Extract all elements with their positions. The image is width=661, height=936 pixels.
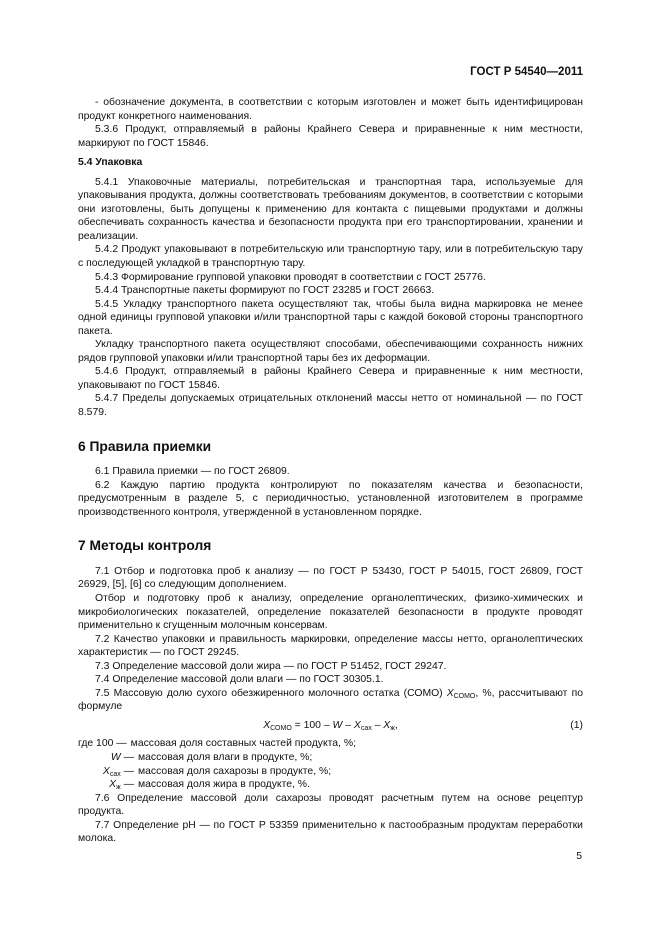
paragraph: 7.7 Определение pH — по ГОСТ Р 53359 применительно к пастообразным продуктам переработки молока. bbox=[78, 819, 583, 845]
page-number: 5 bbox=[576, 851, 582, 862]
paragraph: - обозначение документа, в соответствии с которым изготовлен и может быть идентифицирован продукт конкретного наименования. bbox=[78, 97, 583, 122]
paragraph: 5.4.7 Пределы допускаемых отрицательных отклонений массы нетто от номинальной — по ГОСТ 8.579. bbox=[78, 393, 583, 419]
definition-row: W — массовая доля влаги в продукте, %; bbox=[110, 751, 313, 763]
paragraph: 5.4.6 Продукт, отправляемый в районы Крайнего Севера и приравненные к ним местности, упаковывают по ГОСТ 15846. bbox=[78, 366, 583, 391]
paragraph: 5.4.4 Транспортные пакеты формируют по ГОСТ 23285 и ГОСТ 26663. bbox=[95, 285, 435, 297]
paragraph: 5.4.1 Упаковочные материалы, потребительская и транспортная тара, используемые для упаковывания продукта, должны соответствовать требованиям документов, в соответствии с которыми они изготовлены, быть допущены к применению для контакта с пищевыми продуктами и должны обеспечивать сохранность качества и безопасности продукта при его транспортировании, хранении и реализации. bbox=[78, 176, 583, 242]
paragraph: 7.3 Определение массовой доли жира — по ГОСТ Р 51452, ГОСТ 29247. bbox=[95, 660, 447, 672]
definition-row: где 100 — массовая доля составных частей продукта, %; bbox=[78, 738, 356, 750]
paragraph-7-5: 7.5 Массовую долю сухого обезжиренного молочного остатка (СОМО) $X_{СОМО}$, %, рассчитывают по формуле bbox=[78, 687, 583, 713]
equation-number: (1) bbox=[570, 719, 583, 731]
definition-row: $X_ж$ — массовая доля жира в продукте, %. bbox=[109, 779, 310, 792]
paragraph: 5.4.3 Формирование групповой упаковки проводят в соответствии с ГОСТ 25776. bbox=[95, 271, 486, 283]
paragraph: 5.3.6 Продукт, отправляемый в районы Крайнего Севера и приравненные к ним местности, маркируют по ГОСТ 15846. bbox=[78, 124, 583, 149]
section-heading-6: 6 Правила приемки bbox=[78, 438, 212, 454]
section-heading-5-4: 5.4 Упаковка bbox=[78, 157, 143, 169]
section-heading-7: 7 Методы контроля bbox=[78, 538, 212, 554]
paragraph: 5.4.5 Укладку транспортного пакета осуществляют так, чтобы была видна маркировка не менее одной единицы групповой упаковки и/или транспортной тары с каждой боковой стороны транспортного пакета. bbox=[78, 298, 583, 337]
paragraph: 6.1 Правила приемки — по ГОСТ 26809. bbox=[95, 466, 290, 478]
document-header: ГОСТ Р 54540—2011 bbox=[470, 66, 583, 78]
definition-row: $X_{сах}$ — массовая доля сахарозы в продукте, %; bbox=[102, 765, 332, 778]
paragraph: 6.2 Каждую партию продукта контролируют по показателям качества и безопасности, предусмотренным в разделе 5, с периодичностью, установленной изготовителем в программе производственного контроля, утвержденной в установленном порядке. bbox=[78, 479, 583, 518]
page-body bbox=[78, 96, 583, 846]
formula-1 bbox=[78, 719, 583, 733]
formula-expression: $X_{СОМО} = 100 - W - X_{сах} - X_ж$, bbox=[263, 719, 398, 732]
paragraph: 7.2 Качество упаковки и правильность маркировки, определение массы нетто, органолептических характеристик — по ГОСТ 29245. bbox=[78, 633, 583, 659]
paragraph: 5.4.2 Продукт упаковывают в потребительскую или транспортную тару, или в потребительскую тару с последующей укладкой в транспортную тару. bbox=[78, 244, 583, 270]
paragraph: 7.6 Определение массовой доли сахарозы проводят расчетным путем на основе рецептур продукта. bbox=[78, 792, 583, 818]
paragraph: Отбор и подготовку проб к анализу, определение органолептических, физико-химических и микробиологических показателей, определение показателей безопасности в продукте проводят применительно к сгущенным молочным консервам. bbox=[78, 592, 583, 632]
paragraph: Укладку транспортного пакета осуществляют способами, обеспечивающими сохранность нижних рядов групповой упаковки и/или транспортной тары без их деформации. bbox=[78, 339, 583, 364]
paragraph: 7.1 Отбор и подготовка проб к анализу — по ГОСТ Р 53430, ГОСТ Р 54015, ГОСТ 26809, ГОСТ 26929, [5], [6] со следующим дополнением. bbox=[78, 565, 583, 591]
paragraph: 7.4 Определение массовой доли влаги — по ГОСТ 30305.1. bbox=[95, 674, 384, 686]
variable-definitions bbox=[78, 737, 583, 791]
